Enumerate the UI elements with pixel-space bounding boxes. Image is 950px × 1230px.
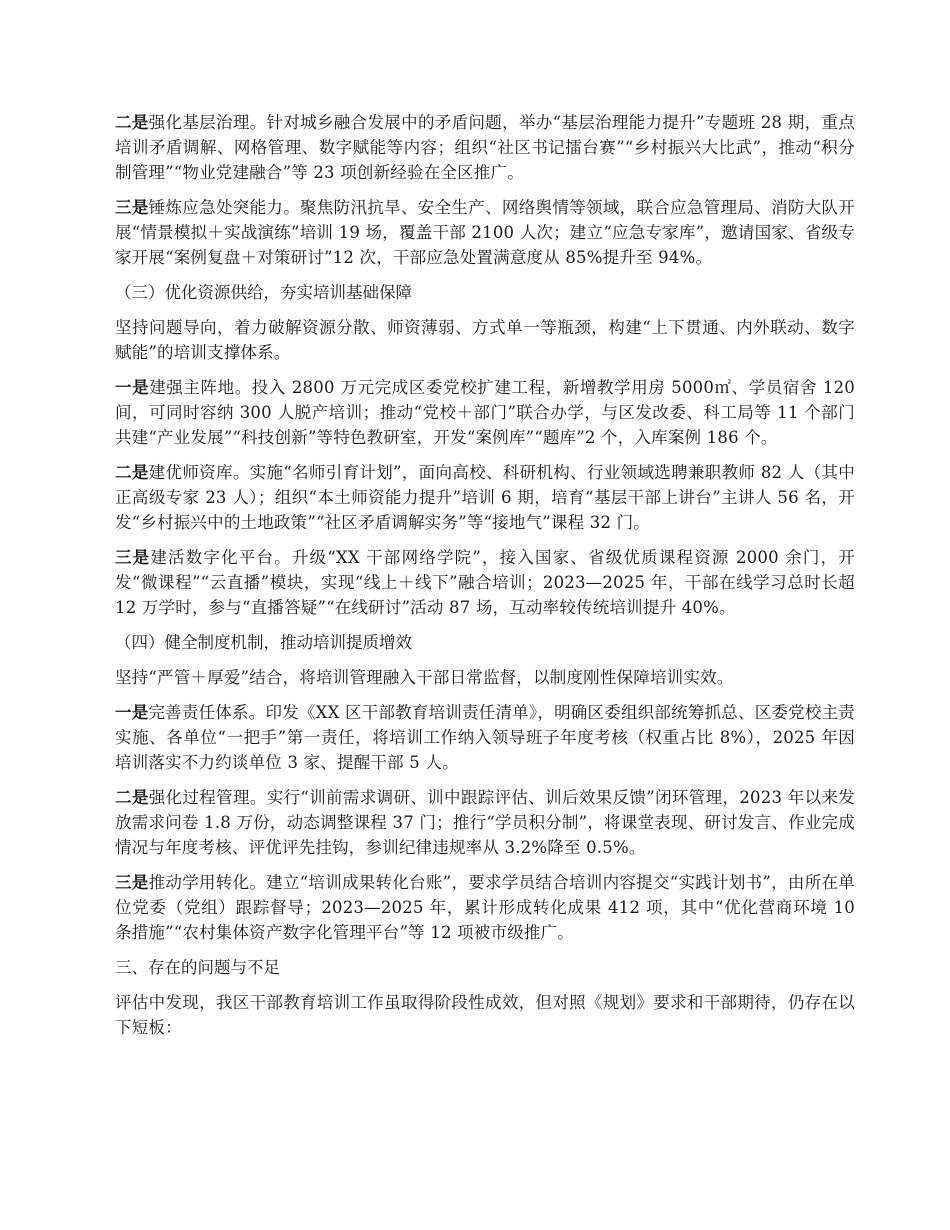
paragraph-teacher-pool [115,460,855,535]
paragraph-resources-intro: 坚持问题导向，着力破解资源分散、师资薄弱、方式单一等瓶颈，构建“上下贯通、内外联动、数字赋能”的培训支撑体系。 [115,318,855,362]
paragraph-lead: 三是 [115,873,149,892]
paragraph-lead: 二是 [115,788,149,807]
paragraph-text: 完善责任体系。印发《XX 区干部教育培训责任清单》，明确区委组织部统筹抓总、区委党校主责实施、各单位“一把手”第一责任，将培训工作纳入领导班子年度考核（权重占比 8%），2025 年因培训落实不力约谈单位 3 家、提醒干部 5 人。 [115,703,855,772]
paragraph-main-base [115,375,855,450]
paragraph-text: 锤炼应急处突能力。聚焦防汛抗旱、安全生产、网络舆情等领域，联合应急管理局、消防大队开展“情景模拟＋实战演练”培训 19 场，覆盖干部 2100 人次；建立“应急专家库”，邀请国家、省级专家开展“案例复盘＋对策研讨”12 次，干部应急处置满意度从 85%提升至 94%。 [115,198,856,267]
section-heading-resources: （三）优化资源供给，夯实培训基础保障 [115,283,412,302]
section-heading-problems: 三、存在的问题与不足 [115,958,280,977]
paragraph-text: 建强主阵地。投入 2800 万元完成区委党校扩建工程，新增教学用房 5000㎡、学员宿舍 120 间，可同时容纳 300 人脱产培训；推动“党校＋部门”联合办学，与区发改委、科工局等 11 个部门共建“产业发展”“科技创新”等特色教研室，开发“案例库”“题库”2 个，入库案例 186 个。 [115,378,855,447]
paragraph-lead: 一是 [115,378,150,397]
paragraph-lead: 二是 [115,113,149,132]
paragraph-lead: 三是 [115,198,149,217]
paragraph-text: 强化基层治理。针对城乡融合发展中的矛盾问题，举办“基层治理能力提升”专题班 28 期，重点培训矛盾调解、网格管理、数字赋能等内容；组织“社区书记擂台赛”“乡村振兴大比武”，推动“积分制管理”“物业党建融合”等 23 项创新经验在全区推广。 [115,113,856,182]
paragraph-text: 建活数字化平台。升级“XX 干部网络学院”，接入国家、省级优质课程资源 2000 余门，开发“微课程”“云直播”模块，实现“线上＋线下”融合培训；2023—2025 年，干部在线学习总时长超 12 万学时，参与“直播答疑”“在线研讨”活动 87 场，互动率较传统培训提升 40%。 [115,548,855,617]
paragraph-emergency-response [115,195,855,270]
paragraph-mechanisms-intro: 坚持“严管＋厚爱”结合，将培训管理融入干部日常监督，以制度刚性保障培训实效。 [115,668,734,687]
paragraph-lead: 二是 [115,463,149,482]
section-heading-mechanisms: （四）健全制度机制，推动培训提质增效 [115,633,412,652]
paragraph-text: 强化过程管理。实行“训前需求调研、训中跟踪评估、训后效果反馈”闭环管理，2023 年以来发放需求问卷 1.8 万份，动态调整课程 37 门；推行“学员积分制”，将课堂表现、研讨发言、作业完成情况与年度考核、评优评先挂钩，参训纪律违规率从 3.2%降至 0.5%。 [115,788,856,857]
paragraph-digital-platform [115,545,855,620]
paragraph-text: 推动学用转化。建立“培训成果转化台账”，要求学员结合培训内容提交“实践计划书”，由所在单位党委（党组）跟踪督导；2023—2025 年，累计形成转化成果 412 项，其中“优化营商环境 10 条措施”“农村集体资产数字化管理平台”等 12 项被市级推广。 [115,873,856,942]
document-page [115,110,855,1050]
paragraph-application [115,870,855,945]
paragraph-lead: 一是 [115,703,149,722]
paragraph-basic-governance [115,110,855,185]
paragraph-lead: 三是 [115,548,151,567]
paragraph-process-management [115,785,855,860]
paragraph-text: 建优师资库。实施“名师引育计划”，面向高校、科研机构、行业领域选聘兼职教师 82 人（其中正高级专家 23 人）；组织“本土师资能力提升”培训 6 期，培育“基层干部上讲台”主讲人 56 名，开发“乡村振兴中的土地政策”“社区矛盾调解实务”等“接地气”课程 32 门。 [115,463,856,532]
paragraph-problems-intro: 评估中发现，我区干部教育培训工作虽取得阶段性成效，但对照《规划》要求和干部期待，仍存在以下短板： [115,993,855,1037]
paragraph-responsibility [115,700,855,775]
